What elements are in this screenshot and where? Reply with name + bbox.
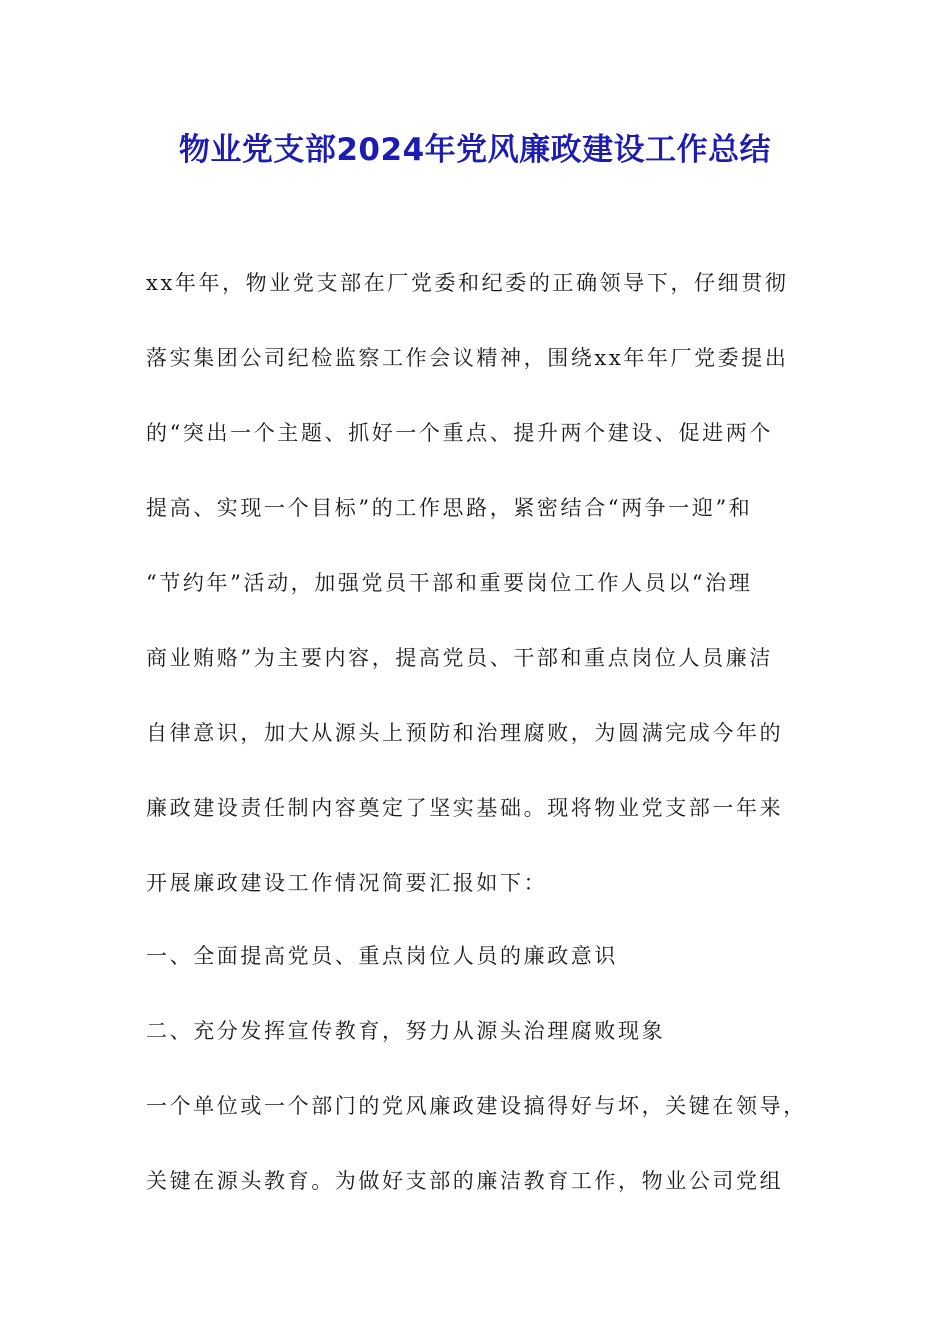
paragraph-line: 商业贿赂”为主要内容，提高党员、干部和重点岗位人员廉洁 (146, 646, 773, 670)
paragraph-line: 廉政建设责任制内容奠定了坚实基础。现将物业党支部一年来 (146, 796, 784, 820)
paragraph-line: 关键在源头教育。为做好支部的廉洁教育工作，物业公司党组 (146, 1169, 784, 1193)
section-heading: 二、充分发挥宣传教育，努力从源头治理腐败现象 (146, 1019, 666, 1043)
paragraph-line: 落实集团公司纪检监察工作会议精神，围绕xx年年厂党委提出 (146, 346, 789, 370)
paragraph-line: 自律意识，加大从源头上预防和治理腐败，为圆满完成今年的 (146, 721, 784, 745)
paragraph-line: xx年年，物业党支部在厂党委和纪委的正确领导下，仔细贯彻 (146, 271, 789, 295)
paragraph-line: 一个单位或一个部门的党风廉政建设搞得好与坏，关键在领导， (146, 1094, 807, 1118)
paragraph-line: 开展廉政建设工作情况简要汇报如下： (146, 871, 548, 895)
paragraph-line: “节约年”活动，加强党员干部和重要岗位工作人员以“治理 (146, 571, 753, 595)
paragraph-line: 的“突出一个主题、抓好一个重点、提升两个建设、促进两个 (146, 421, 773, 445)
document-title: 物业党支部2024年党风廉政建设工作总结 (178, 132, 772, 168)
section-heading: 一、全面提高党员、重点岗位人员的廉政意识 (146, 944, 618, 968)
paragraph-line: 提高、实现一个目标”的工作思路，紧密结合“两争一迎”和 (146, 496, 753, 520)
